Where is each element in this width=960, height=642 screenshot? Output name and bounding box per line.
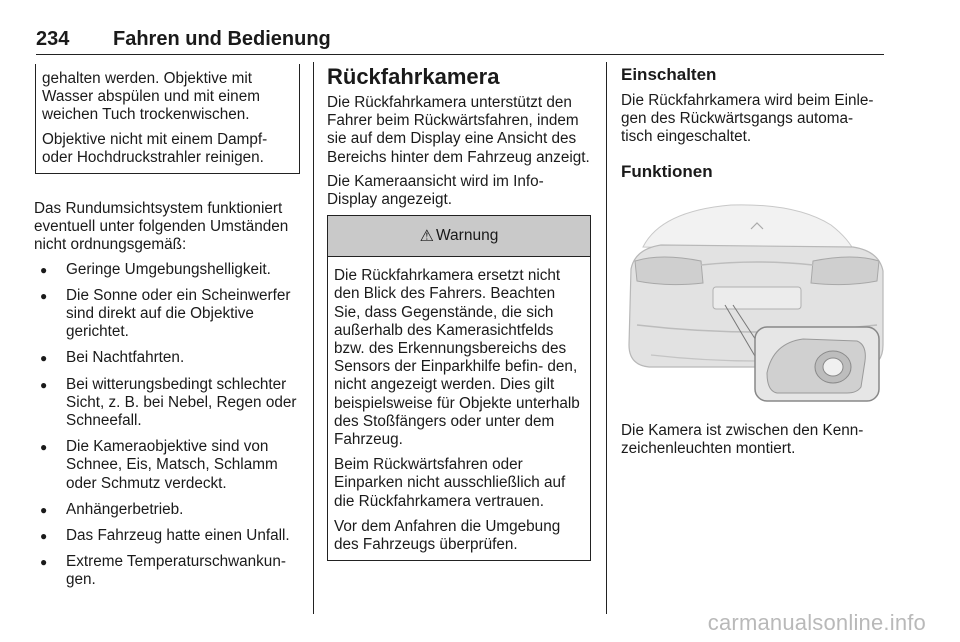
watermark: carmanualsonline.info [707, 610, 926, 635]
note-paragraph: gehalten werden. Objektive mit Wasser abspülen und mit einem weichen Tuch trockenwischen. [42, 70, 260, 124]
list-item: ● Die Kameraobjektive sind von Schnee, Eis, Matsch, Schlamm oder Schmutz verdeckt. [34, 438, 300, 493]
column-divider [313, 62, 314, 614]
chapter-title: Fahren und Bedienung [113, 28, 331, 50]
cleaning-note-box [35, 64, 300, 174]
rear-camera-illustration [621, 195, 885, 407]
page-header [36, 28, 884, 55]
warning-paragraph: Beim Rückwärtsfahren oder Einparken nicht ausschließlich auf die Rückfahrkamera vertrauen. [334, 456, 566, 510]
malfunction-intro: Das Rundumsichtsystem funktioniert eventuell unter folgenden Umständen nicht ordnungsgemäß: [34, 200, 289, 254]
warning-title: Warnung [436, 227, 499, 245]
warning-paragraph: Vor dem Anfahren die Umgebung des Fahrzeugs überprüfen. [334, 517, 561, 554]
body-paragraph: Die Rückfahrkamera unterstützt den Fahrer beim Rückwärtsfahren, indem sie auf dem Display eine Ansicht des Bereichs hinter dem Fahrzeug anzeigt. [327, 94, 590, 166]
list-item: ● Das Fahrzeug hatte einen Unfall. [34, 527, 300, 545]
column-divider [606, 62, 607, 614]
warning-body [328, 257, 590, 560]
list-item: ● Bei witterungsbedingt schlechter Sicht, z. B. bei Nebel, Regen oder Schneefall. [34, 376, 300, 431]
subheading-einschalten: Einschalten [621, 65, 717, 84]
note-paragraph: Objektive nicht mit einem Dampf- oder Hochdruckstrahler reinigen. [42, 130, 268, 166]
warning-box [327, 215, 591, 561]
list-item: ● Anhängerbetrieb. [34, 501, 300, 519]
body-paragraph: Die Rückfahrkamera wird beim Einle- gen des Rückwärtsgangs automa- tisch eingeschaltet. [621, 92, 874, 146]
warning-paragraph: Die Rückfahrkamera ersetzt nicht den Blick des Fahrers. Beachten Sie, dass Gegenstände, die sich außerhalb des Kamerasichtfelds bzw. des Erkennungsbereichs des Sensors der Einparkhilfe befin- den, nicht angezeigt werden. Dies gilt beispielsweise für Objekte unterhalb des Stoßfängers oder unter dem Fahrzeug. [334, 267, 580, 449]
column-left [34, 64, 300, 598]
list-item: ● Bei Nachtfahrten. [34, 349, 300, 367]
list-item: ● Extreme Temperaturschwankun- gen. [34, 553, 300, 589]
subheading-funktionen: Funktionen [621, 161, 713, 181]
list-item: ● Geringe Umgebungshelligkeit. [34, 261, 300, 279]
warning-header [328, 216, 590, 257]
section-heading: Rückfahrkamera [327, 64, 500, 89]
column-right [621, 64, 885, 464]
column-middle [327, 64, 591, 561]
malfunction-list [34, 261, 300, 590]
warning-triangle-icon: ⚠ [419, 228, 434, 246]
illustration-caption: Die Kamera ist zwischen den Kenn- zeichenleuchten montiert. [621, 421, 864, 457]
page-number: 234 [36, 28, 70, 50]
list-item: ● Die Sonne oder ein Scheinwerfer sind direkt auf die Objektive gerichtet. [34, 287, 300, 342]
body-paragraph: Die Kameraansicht wird im Info- Display angezeigt. [327, 172, 544, 209]
